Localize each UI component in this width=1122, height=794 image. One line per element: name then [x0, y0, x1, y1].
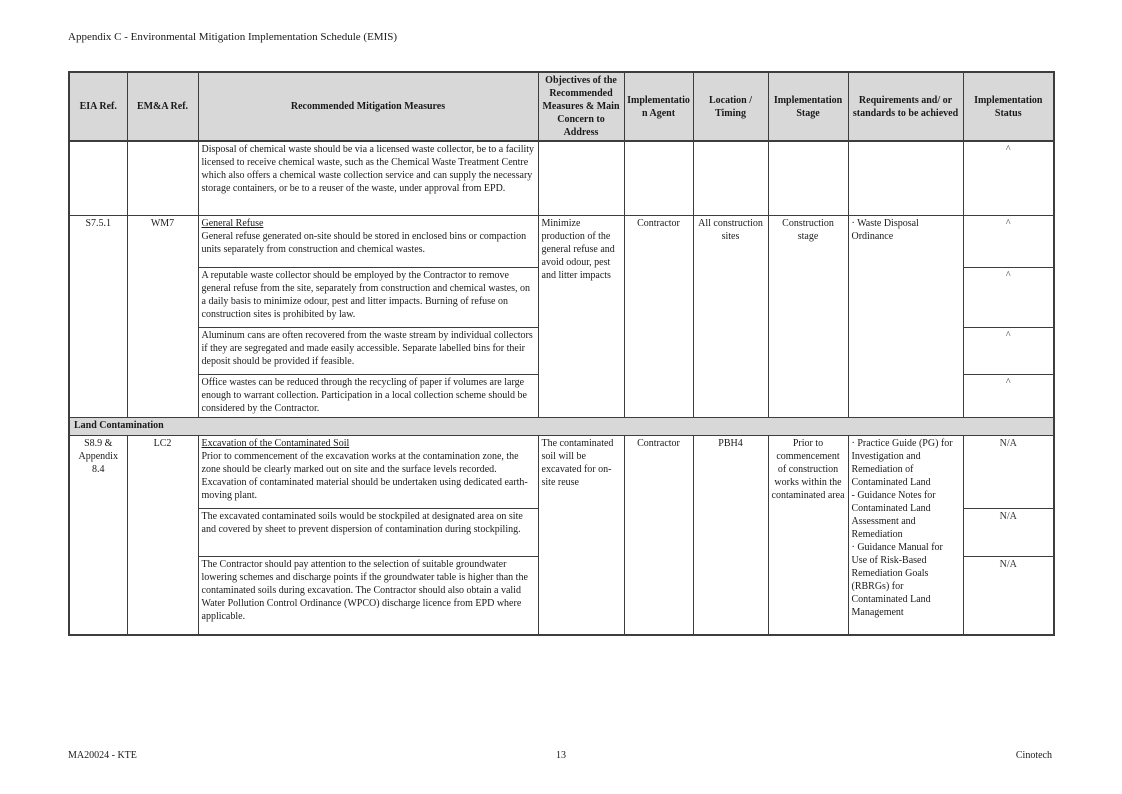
location-cell	[693, 141, 768, 215]
requirements-cell	[848, 141, 963, 215]
status-cell: ^	[963, 215, 1054, 267]
ema-ref-cell	[127, 141, 198, 215]
measure-cell: Disposal of chemical waste should be via a licensed waste collector, be to a facility licensed to receive chemical waste, such as the Chemical Waste Treatment Centre which also offers a chemical waste collection service and can supply the necessary storage containers, or be to a reuser of the waste, under approval from EPD.	[198, 141, 538, 215]
col-header-status: Implementation Status	[963, 72, 1054, 141]
status-cell: N/A	[963, 435, 1054, 508]
table-row	[69, 215, 1054, 267]
measure-cell: Aluminum cans are often recovered from the waste stream by individual collectors if they are segregated and made easily accessible. Separate labelled bins for their deposit should be provided if feasible.	[198, 327, 538, 374]
requirement-item: · Practice Guide (PG) for Investigation and Remediation of Contaminated Land	[851, 437, 953, 488]
location-cell: PBH4	[693, 435, 768, 635]
section-header-label: Land Contamination	[69, 417, 1054, 435]
objectives-cell	[538, 141, 624, 215]
status-cell: ^	[963, 327, 1054, 374]
col-header-requirements: Requirements and/ or standards to be achieved	[848, 72, 963, 141]
footer-company-name: Cinotech	[1015, 750, 1052, 761]
col-header-eia-ref: EIA Ref.	[69, 72, 127, 141]
measure-heading: Excavation of the Contaminated Soil	[201, 437, 350, 449]
col-header-stage: Implementation Stage	[768, 72, 848, 141]
status-cell: ^	[963, 374, 1054, 417]
objectives-cell: Minimize production of the general refuse and avoid odour, pest and litter impacts	[538, 215, 624, 417]
requirement-item: - Guidance Notes for Contaminated Land Assessment and Remediation	[851, 489, 936, 540]
status-cell: ^	[963, 141, 1054, 215]
stage-cell	[768, 141, 848, 215]
stage-cell: Prior to commencement of construction works within the contaminated area	[768, 435, 848, 635]
col-header-location: Location / Timing	[693, 72, 768, 141]
agent-cell	[624, 141, 693, 215]
footer-document-ref: MA20024 - KTE	[68, 750, 137, 761]
emis-table	[68, 71, 1055, 636]
footer-page-number: 13	[556, 750, 566, 761]
measure-text: Prior to commencement of the excavation works at the contamination zone, the zone should be clearly marked out on site and the surface levels recorded. Excavation of contaminated material should be undertaken using dedicated earth-moving plant.	[201, 450, 528, 501]
table-row	[69, 141, 1054, 215]
requirements-cell	[848, 435, 963, 635]
status-cell: N/A	[963, 556, 1054, 635]
ema-ref-cell: LC2	[127, 435, 198, 635]
measure-cell: The Contractor should pay attention to the selection of suitable groundwater lowering schemes and discharge points if the groundwater table is higher than the contaminated soils during excavation. The Contractor should also obtain a valid Water Pollution Control Ordinance (WPCO) discharge licence from EPD where applicable.	[198, 556, 538, 635]
col-header-measures: Recommended Mitigation Measures	[198, 72, 538, 141]
eia-ref-cell: S8.9 & Appendix 8.4	[69, 435, 127, 635]
status-cell: ^	[963, 267, 1054, 327]
eia-ref-cell: S7.5.1	[69, 215, 127, 417]
measure-text: General refuse generated on-site should be stored in enclosed bins or compaction units separately from construction and chemical wastes.	[201, 230, 527, 255]
measure-cell: The excavated contaminated soils would be stockpiled at designated area on site and covered by sheet to prevent dispersion of contamination during stockpiling.	[198, 508, 538, 556]
eia-ref-cell	[69, 141, 127, 215]
measure-cell	[198, 215, 538, 267]
section-header-row	[69, 417, 1054, 435]
ema-ref-cell: WM7	[127, 215, 198, 417]
col-header-objectives: Objectives of the Recommended Measures & Main Concern to Address	[538, 72, 624, 141]
requirement-item: · Guidance Manual for Use of Risk-Based Remediation Goals (RBRGs) for Contaminated Land Management	[851, 541, 943, 618]
status-cell: N/A	[963, 508, 1054, 556]
measure-cell	[198, 435, 538, 508]
col-header-agent: Implementation Agent	[624, 72, 693, 141]
measure-cell: A reputable waste collector should be employed by the Contractor to remove general refuse from the site, separately from construction and chemical wastes, on a daily basis to minimize odour, pest and litter impacts. Burning of refuse on construction sites is prohibited by law.	[198, 267, 538, 327]
measure-heading: General Refuse	[201, 217, 264, 229]
table-row	[69, 435, 1054, 508]
measure-cell: Office wastes can be reduced through the recycling of paper if volumes are large enough to warrant collection. Participation in a local collection scheme should be considered by the Contractor.	[198, 374, 538, 417]
table-header-row	[69, 72, 1054, 141]
agent-cell: Contractor	[624, 435, 693, 635]
objectives-cell: The contaminated soil will be excavated for on-site reuse	[538, 435, 624, 635]
col-header-ema-ref: EM&A Ref.	[127, 72, 198, 141]
page-title: Appendix C - Environmental Mitigation Implementation Schedule (EMIS)	[68, 31, 398, 43]
stage-cell: Construction stage	[768, 215, 848, 417]
agent-cell: Contractor	[624, 215, 693, 417]
requirements-cell: · Waste Disposal Ordinance	[848, 215, 963, 417]
location-cell: All construction sites	[693, 215, 768, 417]
